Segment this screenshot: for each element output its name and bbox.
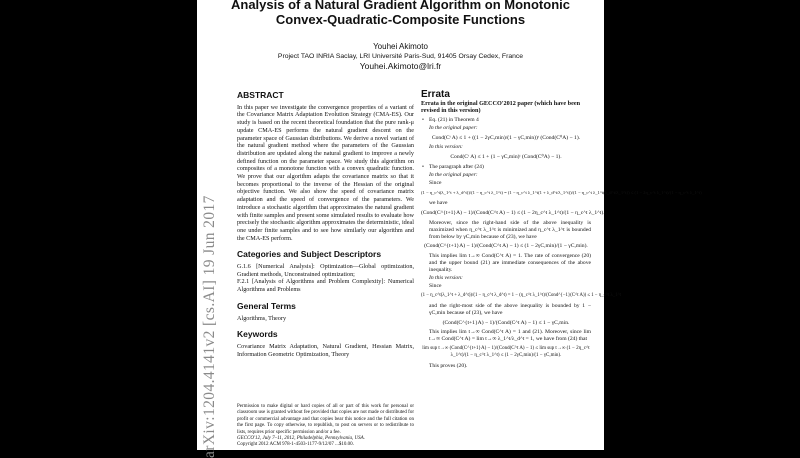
- keywords-heading: Keywords: [237, 329, 278, 340]
- author-name: Youhei Akimoto: [373, 42, 428, 51]
- since-1: Since: [429, 180, 442, 187]
- categories-section: [237, 251, 414, 294]
- equation-8: lim sup t→∞ (Cond(C^{t+1}A) − 1)/(Cond(C^t A) − 1) ≤ lim sup t→∞ (1 − 2η_c^t λ_1^t)/(1 − η_c^t λ_1^t) ≤ (1 − 2γC,min)/(1 − γC,min).: [422, 346, 590, 359]
- paper-title-line1: Analysis of a Natural Gradient Algorithm on Monotonic: [231, 0, 570, 12]
- footnote-conference: GECCO'12, July 7–11, 2012, Philadelphia, Pennsylvania, USA.: [237, 436, 365, 442]
- moreover-2: and the right-most side of the above inequality is bounded by 1 − γC,min because of (23), we have: [429, 302, 591, 316]
- left-column: [237, 92, 414, 363]
- errata-heading: Errata: [421, 89, 450, 100]
- equation-2: Cond(Cᵗ A) ≤ 1 + (1 − γC,min)ᵗ (Cond(C⁰A) − 1).: [450, 154, 562, 161]
- equation-5: (Cond(C^{t+1}A) − 1)/(Cond(C^t A) − 1) ≤ (1 − 2γC,min)/(1 − γC,min).: [424, 243, 588, 250]
- general-terms-heading: General Terms: [237, 300, 296, 311]
- right-column: [421, 89, 702, 371]
- since-2: Since: [429, 282, 442, 289]
- moreover-1: Moreover, since the right-hand side of the above inequality is maximized when η_c^t λ_1^t is minimized and η_c^t λ_1^t is bounded from below by γC,min because of (23), we have: [429, 219, 591, 240]
- errata-version-label-2: In this version:: [429, 275, 463, 282]
- implies-1: This implies lim t→∞ Cond(C^t A) = 1. The rate of convergence (20) and the upper bound (21) are immediate consequences of the above inequality.: [429, 253, 591, 274]
- implies-2: This implies lim t→∞ Cond(C^t A) = 1 and (21). Moreover, since lim t→∞ Cond(C^t A) = lim t→∞ λ_1^t/λ_d^t = 1, we have from (24) that: [429, 329, 591, 343]
- abstract-text: In this paper we investigate the convergence properties of a variant of the Covariance Matrix Adaptation Evolution Strategy (CMA-ES). Our study is based on the recent theoretical foundation that the pure rank-μ update CMA-ES performs the natural gradient descent on the parameter space of Gaussian distributions. We derive a novel variant of the natural gradient method where the parameters of the Gaussian distribution are updated along the natural gradient to improve a newly defined function on the parameter space. We study this algorithm on composites of a monotone function with a convex quadratic function. We prove that our algorithm adapts the covariance matrix so that it becomes proportional to the inverse of the Hessian of the original objective function. We also show the speed of covariance matrix adaptation and the speed of convergence of the parameters. We introduce a stochastic algorithm that approximates the natural gradient with finite samples and present some simulated results to evaluate how precisely the stochastic algorithm approximates the deterministic, ideal one under finite samples and to see how similarly our algorithm and the CMA-ES perform.: [237, 103, 414, 242]
- categories-text-2: F.2.1 [Analysis of Algorithms and Problem Complexity]: Numerical Algorithms and Problems: [237, 278, 414, 294]
- keywords-section: [237, 331, 414, 358]
- general-terms-section: [237, 300, 414, 322]
- footnote: [237, 404, 414, 449]
- paper-page: [197, 0, 702, 458]
- categories-text-1: G.1.6 [Numerical Analysis]: Optimization—Global optimization, Gradient methods, Unconstrained optimization;: [237, 263, 414, 278]
- author-affiliation: Project TAO INRIA Saclay, LRI Université Paris-Sud, 91405 Orsay Cedex, France: [277, 53, 524, 60]
- footnote-permission: Permission to make digital or hard copies of all or part of this work for personal or classroom use is granted without fee provided that copies are not made or distributed for profit or commercial advantage and that copies bear this notice and the full citation on the first page. To copy otherwise, to republish, to post on servers or to redistribute to lists, requires prior specific permission and/or a fee.: [237, 404, 414, 435]
- errata-subheading: Errata in the original GECCO'2012 paper (which have been revised in this version): [421, 99, 581, 114]
- errata-original-label-2: In the original paper:: [429, 172, 478, 179]
- equation-4: (Cond(C^{t+1}A) − 1)/(Cond(C^t A) − 1) ≤ (1 − 2η_c^t λ_1^t)/(1 − η_c^t λ_1^t).: [421, 209, 605, 216]
- errata-item-1: • Eq. (21) in Theorem 4: [421, 117, 591, 124]
- author-email: Youhei.Akimoto@lri.fr: [359, 61, 442, 71]
- general-terms-text: Algorithms, Theory: [237, 314, 287, 322]
- equation-3: (1 − η_c^t(λ_1^t + λ_d^t))/(1 − η_c^t λ_1^t) = (1 − η_c^t λ_1^t(1 + λ_d^t/λ_1^t))/(1 − η_c^t λ_1^t(λ_d^t/λ_1^t)) ≤ (1 − 2η_c^t λ_1^t)/(1 − η_c^t λ_1^t): [421, 189, 702, 195]
- proves-text: This proves (20).: [429, 363, 468, 370]
- keywords-text: Covariance Matrix Adaptation, Natural Gradient, Hessian Matrix, Information Geometric Optimization, Theory: [237, 342, 414, 358]
- errata-item-2: • The paragraph after (24): [421, 164, 591, 171]
- errata-original-label-1: In the original paper:: [429, 124, 478, 131]
- equation-1: Cond(Cᵗ A) ≤ 1 + ((1 − 2γC,min)/(1 − γC,min))ᵗ (Cond(C⁰A) − 1).: [431, 134, 581, 141]
- we-have-1: we have: [429, 199, 448, 206]
- equation-7: (Cond(C^{t+1}A) − 1)/(Cond(C^t A) − 1) ≤ 1 − γC,min.: [442, 319, 570, 326]
- abstract-heading: ABSTRACT: [237, 90, 284, 100]
- errata-version-label-1: In this version:: [429, 144, 463, 151]
- categories-heading: Categories and Subject Descriptors: [237, 249, 382, 260]
- paper-title-line2: Convex-Quadratic-Composite Functions: [275, 12, 526, 27]
- footnote-copyright: Copyright 2012 ACM 978-1-4503-1177-9/12/07 ...$10.00.: [237, 442, 354, 448]
- equation-6: (1 − η_c^t(λ_1^t + λ_d^t))/(1 − η_c^t λ_d^t) = 1 − (η_c^t λ_1^t)/(Cond^{−1}(C^t A)) ≤ 1 − η_c^t λ_1^t: [421, 292, 622, 298]
- arxiv-stamp: arXiv:1204.4141v2 [cs.AI] 19 Jun 2017: [201, 195, 218, 458]
